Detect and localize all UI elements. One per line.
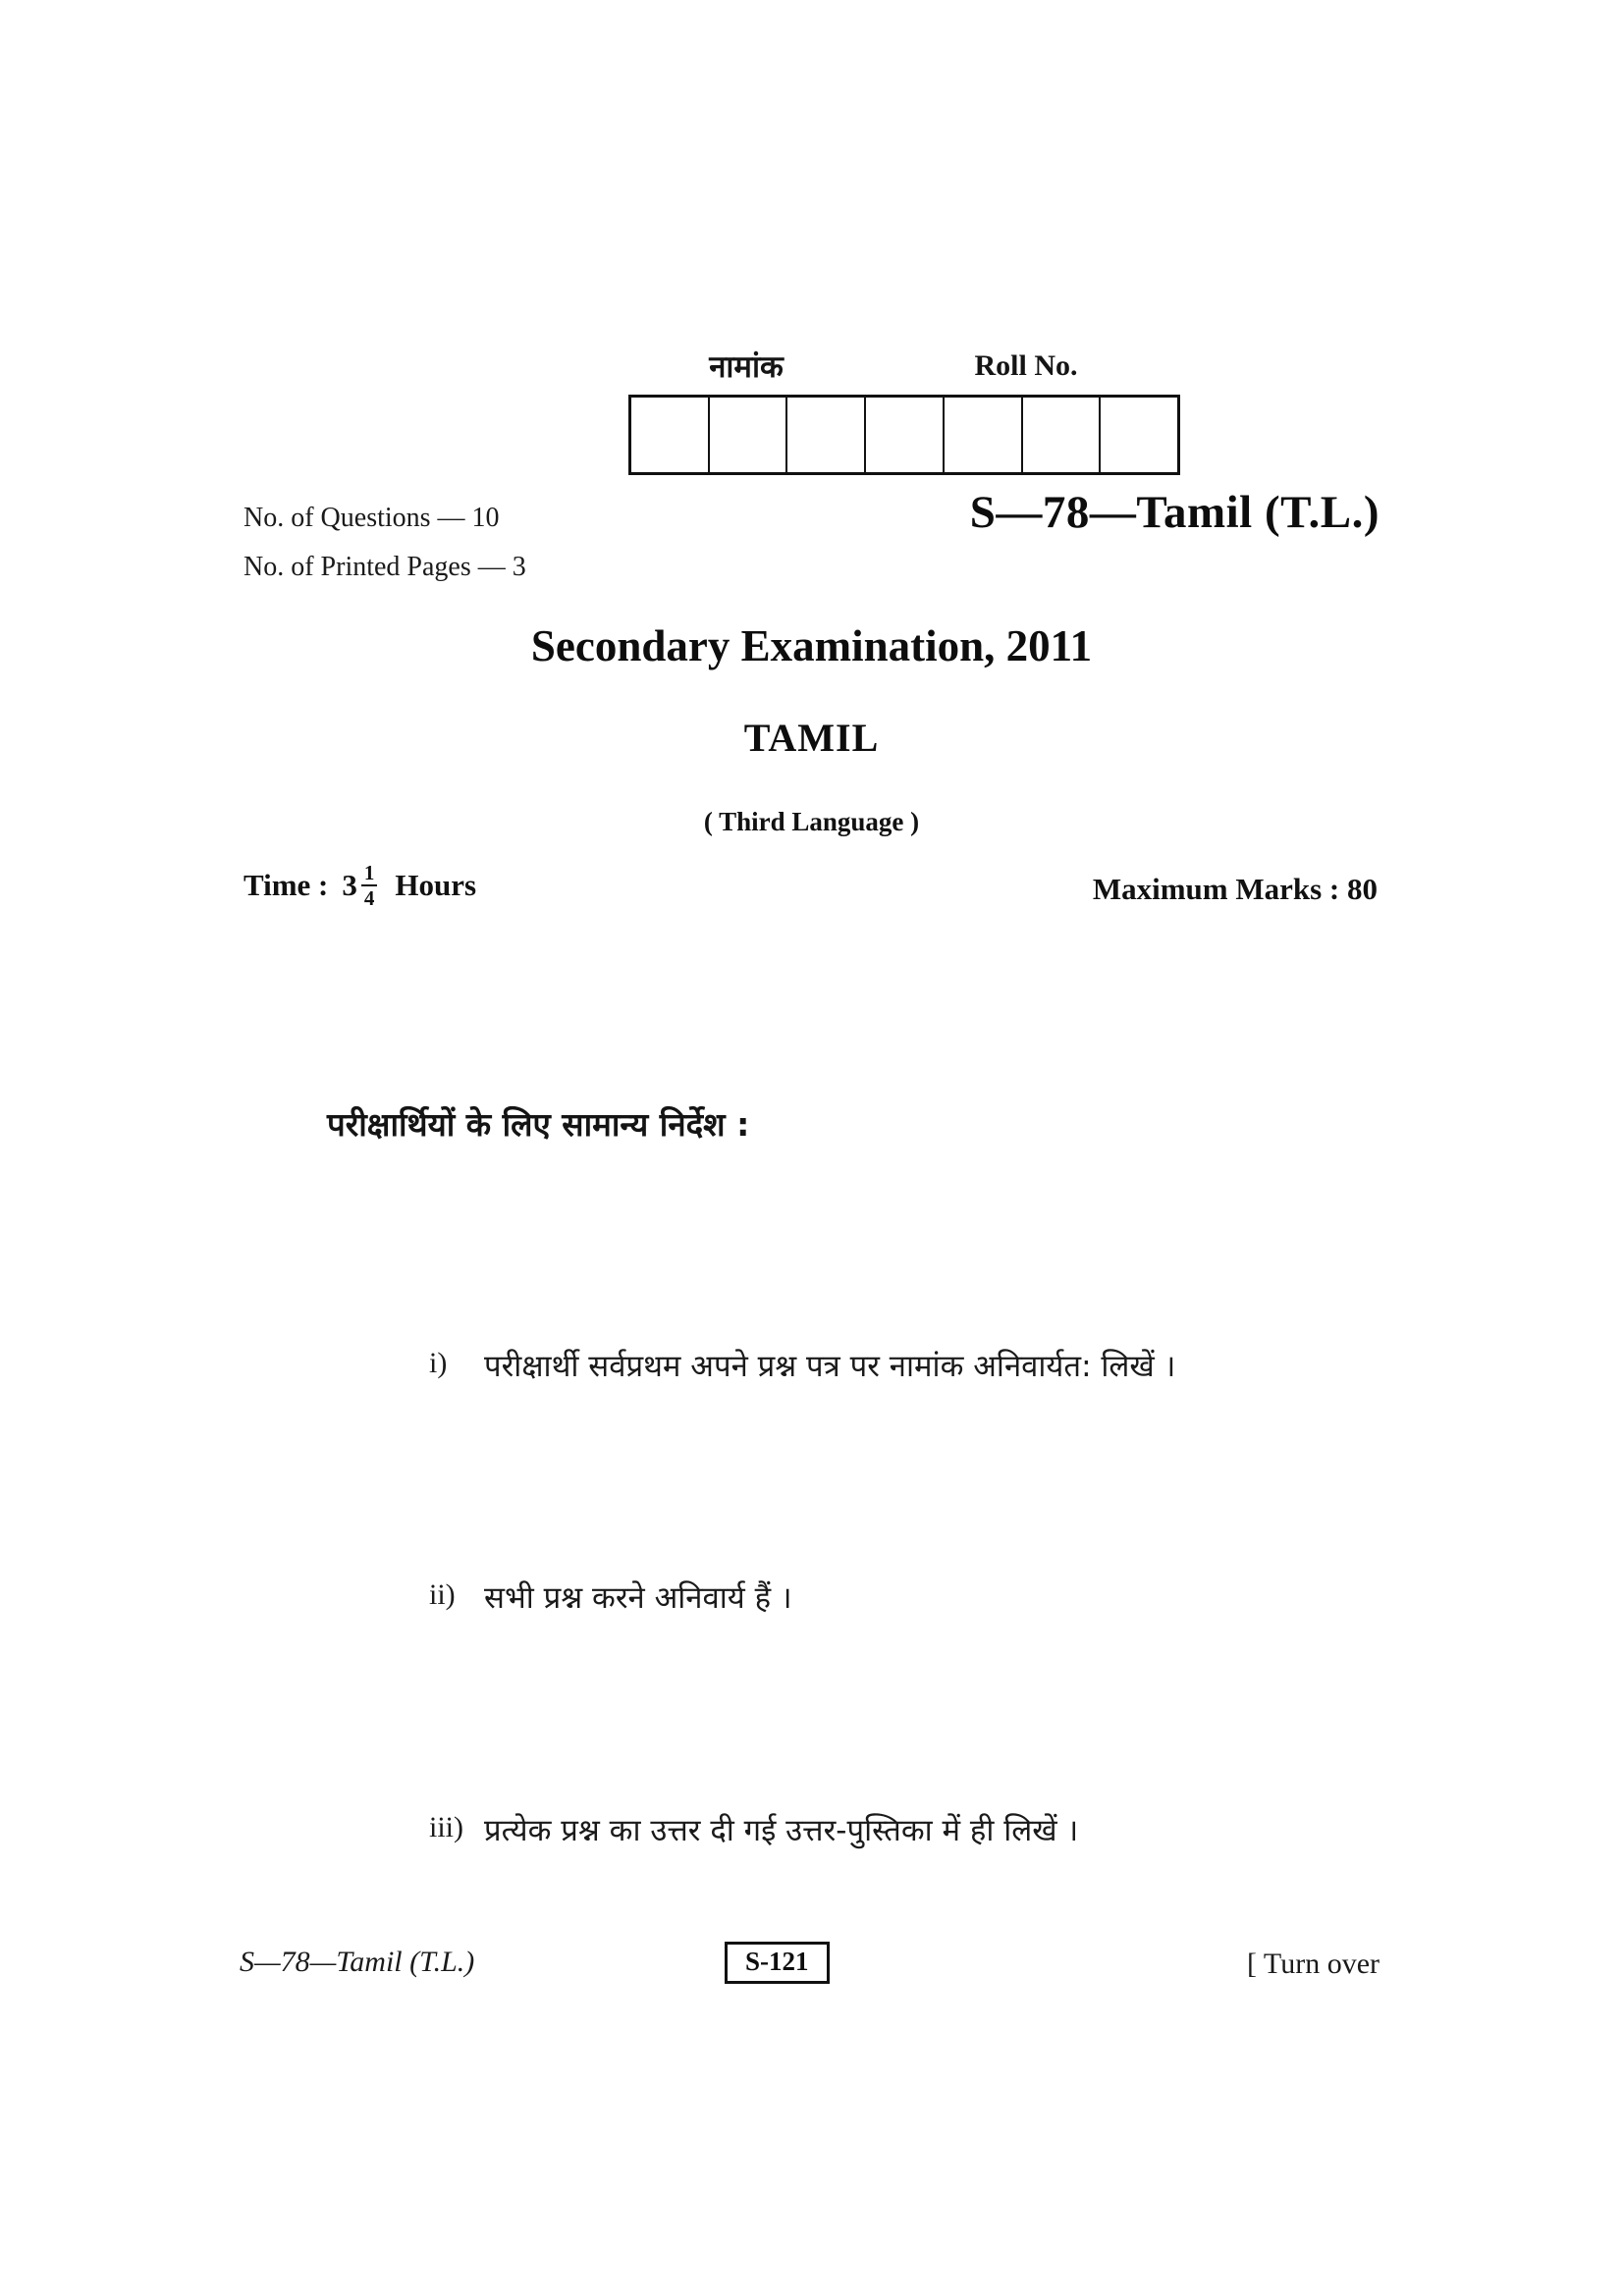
instruction-item	[429, 1578, 1293, 1618]
instruction-text: परीक्षार्थी सर्वप्रथम अपने प्रश्न पत्र पर नामांक अनिवार्यत: लिखें ।	[484, 1349, 1176, 1384]
roll-cell	[1021, 398, 1100, 472]
time-fraction-denominator: 4	[363, 886, 375, 911]
roll-cell	[708, 398, 786, 472]
footer-series-badge: S-121	[725, 1942, 830, 1984]
footer-paper-code: S—78—Tamil (T.L.)	[240, 1946, 475, 1978]
exam-title: Secondary Examination, 2011	[530, 621, 1093, 670]
roll-number-grid	[628, 395, 1180, 475]
instruction-text: प्रत्येक प्रश्न का उत्तर दी गई उत्तर-पुस्तिका में ही लिखें ।	[484, 1813, 1079, 1848]
time-unit: Hours	[395, 868, 477, 903]
time-whole-number: 3	[342, 868, 357, 903]
roll-cell	[785, 398, 864, 472]
instruction-number: iii)	[429, 1811, 463, 1843]
roll-cell	[864, 398, 943, 472]
roll-cell	[943, 398, 1021, 472]
roll-number-label-english: Roll No.	[974, 349, 1078, 382]
subject-title: TAMIL	[743, 716, 880, 760]
roll-cell	[631, 398, 708, 472]
turn-over-note: [ Turn over	[1246, 1948, 1380, 1980]
time-allowed	[243, 862, 476, 909]
instructions-heading: परीक्षार्थियों के लिए सामान्य निर्देश :	[327, 1105, 750, 1144]
roll-number-label-hindi: नामांक	[709, 349, 784, 385]
language-note: ( Third Language )	[703, 807, 920, 836]
instruction-item	[429, 1347, 1293, 1386]
instruction-item	[429, 1811, 1293, 1850]
paper-code-heading: S—78—Tamil (T.L.)	[969, 487, 1380, 538]
instruction-number: ii)	[429, 1578, 456, 1611]
instruction-number: i)	[429, 1347, 448, 1379]
roll-cell	[1099, 398, 1177, 472]
instruction-text: सभी प्रश्न करने अनिवार्य हैं ।	[484, 1580, 792, 1616]
number-of-questions: No. of Questions — 10	[243, 503, 500, 533]
time-fraction	[361, 862, 378, 909]
time-label: Time :	[243, 868, 329, 903]
time-fraction-numerator: 1	[361, 862, 378, 886]
number-of-printed-pages: No. of Printed Pages — 3	[243, 552, 526, 582]
maximum-marks: Maximum Marks : 80	[1092, 872, 1378, 906]
